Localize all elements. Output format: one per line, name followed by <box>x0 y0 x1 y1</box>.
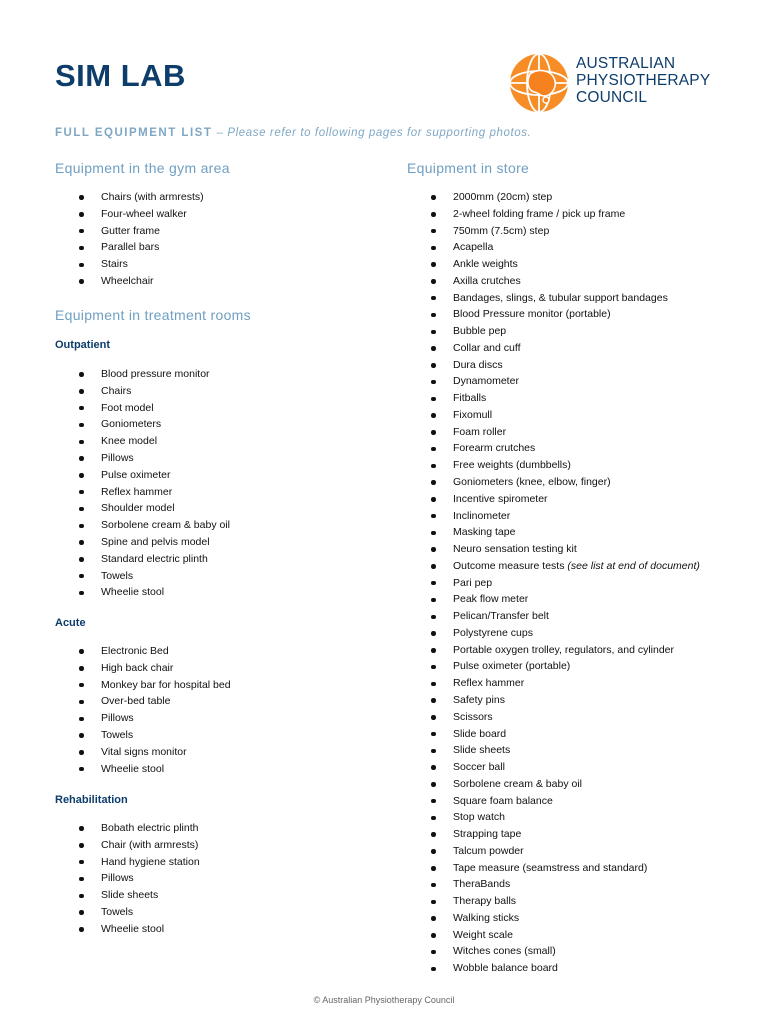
list-item-text: Standard electric plinth <box>101 552 208 565</box>
list-item <box>431 256 700 273</box>
list-item <box>431 675 700 692</box>
list-item <box>431 776 700 793</box>
list-item <box>79 273 204 290</box>
list-item <box>431 474 700 491</box>
list-item-text: Weight scale <box>453 928 513 941</box>
list-item-text: Inclinometer <box>453 509 511 522</box>
list-item <box>431 189 700 206</box>
list-item <box>431 608 700 625</box>
rehab-list <box>79 820 200 938</box>
list-item-text: Collar and cuff <box>453 341 521 354</box>
list-item <box>431 860 700 877</box>
list-item-text: Portable oxygen trolley, regulators, and cylinder <box>453 643 675 656</box>
subtitle-lead: FULL EQUIPMENT LIST <box>55 127 213 139</box>
list-item-text: Spine and pelvis model <box>101 535 210 548</box>
list-item-text: Vital signs monitor <box>101 745 187 758</box>
list-item <box>79 568 230 585</box>
list-item <box>431 273 700 290</box>
list-item <box>79 677 231 694</box>
list-item <box>79 921 200 938</box>
list-item <box>79 400 230 417</box>
list-item-text: Dynamometer <box>453 375 519 388</box>
list-item-text: Ankle weights <box>453 258 518 271</box>
list-item-text: Goniometers (knee, elbow, finger) <box>453 476 611 489</box>
list-item <box>79 551 230 568</box>
gym-heading: Equipment in the gym area <box>55 160 230 176</box>
list-item-text: Blood Pressure monitor (portable) <box>453 308 611 321</box>
treatment-heading: Equipment in treatment rooms <box>55 307 251 323</box>
list-item-text: Free weights (dumbbells) <box>453 459 571 472</box>
list-item-text: Goniometers <box>101 418 162 431</box>
list-item <box>79 727 231 744</box>
list-item-text: Pillows <box>101 872 134 885</box>
list-item-text: Pulse oximeter <box>101 468 171 481</box>
list-item-text: Walking sticks <box>453 911 520 924</box>
list-item-text: Foam roller <box>453 425 507 438</box>
list-item <box>431 424 700 441</box>
list-item-text: Foot model <box>101 401 154 414</box>
list-item <box>431 692 700 709</box>
list-item <box>431 591 700 608</box>
list-item-text: Reflex hammer <box>453 677 525 690</box>
page-subtitle <box>55 127 531 139</box>
logo-wordmark <box>576 55 710 106</box>
list-item-text: Pillows <box>101 712 134 725</box>
list-item-text: Pelican/Transfer belt <box>453 610 549 623</box>
list-item <box>431 491 700 508</box>
list-item <box>79 416 230 433</box>
rehab-heading: Rehabilitation <box>55 794 128 806</box>
list-item-text: Strapping tape <box>453 828 522 841</box>
list-item-text: Bubble pep <box>453 325 507 338</box>
list-item-text: Wobble balance board <box>453 962 558 975</box>
list-item <box>79 256 204 273</box>
list-item-text: Scissors <box>453 710 493 723</box>
subtitle-note: – Please refer to following pages for supporting photos. <box>216 127 532 139</box>
logo-line-2: PHYSIOTHERAPY <box>576 72 711 89</box>
globe-logo-icon <box>508 52 570 114</box>
list-item-text: Fixomull <box>453 408 493 421</box>
list-item <box>431 927 700 944</box>
list-item <box>431 558 700 575</box>
list-item <box>431 357 700 374</box>
list-item <box>79 904 200 921</box>
gym-list <box>79 189 204 290</box>
list-item <box>79 820 200 837</box>
list-item-text: Sorbolene cream & baby oil <box>453 777 582 790</box>
list-item-text: TheraBands <box>453 878 511 891</box>
list-item <box>79 643 231 660</box>
logo-line-1: AUSTRALIAN <box>576 55 676 72</box>
list-item-text: Peak flow meter <box>453 593 529 606</box>
list-item-text: Wheelchair <box>101 274 154 287</box>
list-item-text: Stairs <box>101 258 128 271</box>
list-item <box>431 306 700 323</box>
list-item <box>431 642 700 659</box>
apc-logo <box>508 52 738 114</box>
list-item <box>79 584 230 601</box>
list-item <box>79 837 200 854</box>
list-item <box>431 340 700 357</box>
list-item <box>431 407 700 424</box>
list-item-text: Pulse oximeter (portable) <box>453 660 571 673</box>
list-item-text: Slide board <box>453 727 507 740</box>
list-item <box>431 893 700 910</box>
list-item-text: Four-wheel walker <box>101 207 187 220</box>
list-item <box>431 726 700 743</box>
list-item <box>431 541 700 558</box>
list-item <box>79 433 230 450</box>
outpatient-list <box>79 366 230 601</box>
list-item-text: Soccer ball <box>453 761 505 774</box>
list-item-text: Over-bed table <box>101 695 171 708</box>
list-item-text: Blood pressure monitor <box>101 368 210 380</box>
list-item <box>79 223 204 240</box>
list-item <box>79 383 230 400</box>
list-item-text: Forearm crutches <box>453 442 536 455</box>
list-item-text: Neuro sensation testing kit <box>453 543 577 556</box>
list-item-text: Outcome measure tests <box>453 559 565 572</box>
list-item-text: 750mm (7.5cm) step <box>453 224 550 237</box>
store-heading: Equipment in store <box>407 160 530 176</box>
list-item <box>431 910 700 927</box>
list-item <box>79 189 204 206</box>
store-list <box>431 189 700 977</box>
list-item <box>79 710 231 727</box>
list-item <box>79 761 231 778</box>
list-item <box>79 450 230 467</box>
list-item <box>431 876 700 893</box>
list-item-text: Chairs (with armrests) <box>101 191 204 203</box>
acute-heading: Acute <box>55 617 86 629</box>
list-item-text: Acapella <box>453 241 494 254</box>
list-item <box>431 457 700 474</box>
list-item <box>431 709 700 726</box>
list-item <box>431 206 700 223</box>
list-item <box>79 870 200 887</box>
list-item-text: Axilla crutches <box>453 274 521 287</box>
list-item <box>431 239 700 256</box>
list-item <box>79 887 200 904</box>
list-item <box>431 575 700 592</box>
list-item-text: Tape measure (seamstress and standard) <box>453 861 648 874</box>
acute-list <box>79 643 231 777</box>
list-item <box>431 809 700 826</box>
list-item <box>79 366 230 383</box>
list-item-text: Safety pins <box>453 693 505 706</box>
list-item <box>79 660 231 677</box>
list-item <box>79 744 231 761</box>
list-item-text: Gutter frame <box>101 224 160 237</box>
list-item-text: Wheelie stool <box>101 922 165 935</box>
list-item <box>431 843 700 860</box>
page-title: SIM LAB <box>55 58 186 93</box>
list-item-text: Masking tape <box>453 526 516 539</box>
list-item <box>431 625 700 642</box>
outcome-note: (see list at end of document) <box>567 559 700 572</box>
list-item-text: Chairs <box>101 384 132 397</box>
list-item-text: Fitballs <box>453 392 487 405</box>
footer-copyright: © Australian Physiotherapy Council <box>313 995 455 1005</box>
list-item <box>431 223 700 240</box>
list-item-text: Polystyrene cups <box>453 626 533 639</box>
list-item <box>79 467 230 484</box>
list-item <box>79 206 204 223</box>
list-item <box>431 960 700 977</box>
list-item-text: Square foam balance <box>453 794 553 807</box>
list-item-text: 2-wheel folding frame / pick up frame <box>453 207 626 220</box>
list-item-text: Monkey bar for hospital bed <box>101 678 231 691</box>
list-item <box>431 508 700 525</box>
list-item-text: Incentive spirometer <box>453 492 548 505</box>
list-item-text: Knee model <box>101 435 158 448</box>
list-item-text: Pillows <box>101 451 134 464</box>
list-item-text: Towels <box>101 728 134 741</box>
list-item <box>431 440 700 457</box>
list-item <box>431 290 700 307</box>
list-item-text: Witches cones (small) <box>453 945 556 958</box>
list-item <box>79 517 230 534</box>
list-item-text: Therapy balls <box>453 895 517 908</box>
list-item-text: Sorbolene cream & baby oil <box>101 519 230 532</box>
list-item-text: Bandages, slings, & tubular support bandages <box>453 291 668 304</box>
list-item-text: Towels <box>101 905 134 918</box>
list-item-text: Electronic Bed <box>101 645 169 657</box>
list-item-text: High back chair <box>101 661 174 674</box>
list-item-text: Pari pep <box>453 576 493 589</box>
list-item <box>431 826 700 843</box>
list-item-text: Chair (with armrests) <box>101 838 199 851</box>
list-item-text: Dura discs <box>453 358 503 371</box>
list-item <box>431 323 700 340</box>
list-item-text: 2000mm (20cm) step <box>453 191 553 203</box>
list-item <box>431 390 700 407</box>
list-item <box>431 943 700 960</box>
logo-line-3: COUNCIL <box>576 89 648 106</box>
list-item <box>79 484 230 501</box>
list-item <box>79 239 204 256</box>
list-item <box>79 534 230 551</box>
list-item-text: Wheelie stool <box>101 586 165 599</box>
list-item-text: Hand hygiene station <box>101 855 200 868</box>
list-item-text: Reflex hammer <box>101 485 173 498</box>
list-item <box>431 373 700 390</box>
list-item-text: Stop watch <box>453 811 505 824</box>
list-item-text: Parallel bars <box>101 241 160 254</box>
list-item-text: Wheelie stool <box>101 762 165 775</box>
list-item <box>79 693 231 710</box>
list-item <box>431 658 700 675</box>
list-item-text: Bobath electric plinth <box>101 822 199 834</box>
list-item <box>431 793 700 810</box>
list-item-text: Slide sheets <box>453 744 511 757</box>
list-item-text: Towels <box>101 569 134 582</box>
outpatient-heading: Outpatient <box>55 339 110 351</box>
list-item <box>79 854 200 871</box>
list-item-text: Talcum powder <box>453 844 524 857</box>
list-item <box>79 500 230 517</box>
list-item-text: Shoulder model <box>101 502 175 515</box>
list-item <box>431 759 700 776</box>
list-item <box>431 742 700 759</box>
list-item <box>431 524 700 541</box>
list-item-text: Slide sheets <box>101 889 159 902</box>
